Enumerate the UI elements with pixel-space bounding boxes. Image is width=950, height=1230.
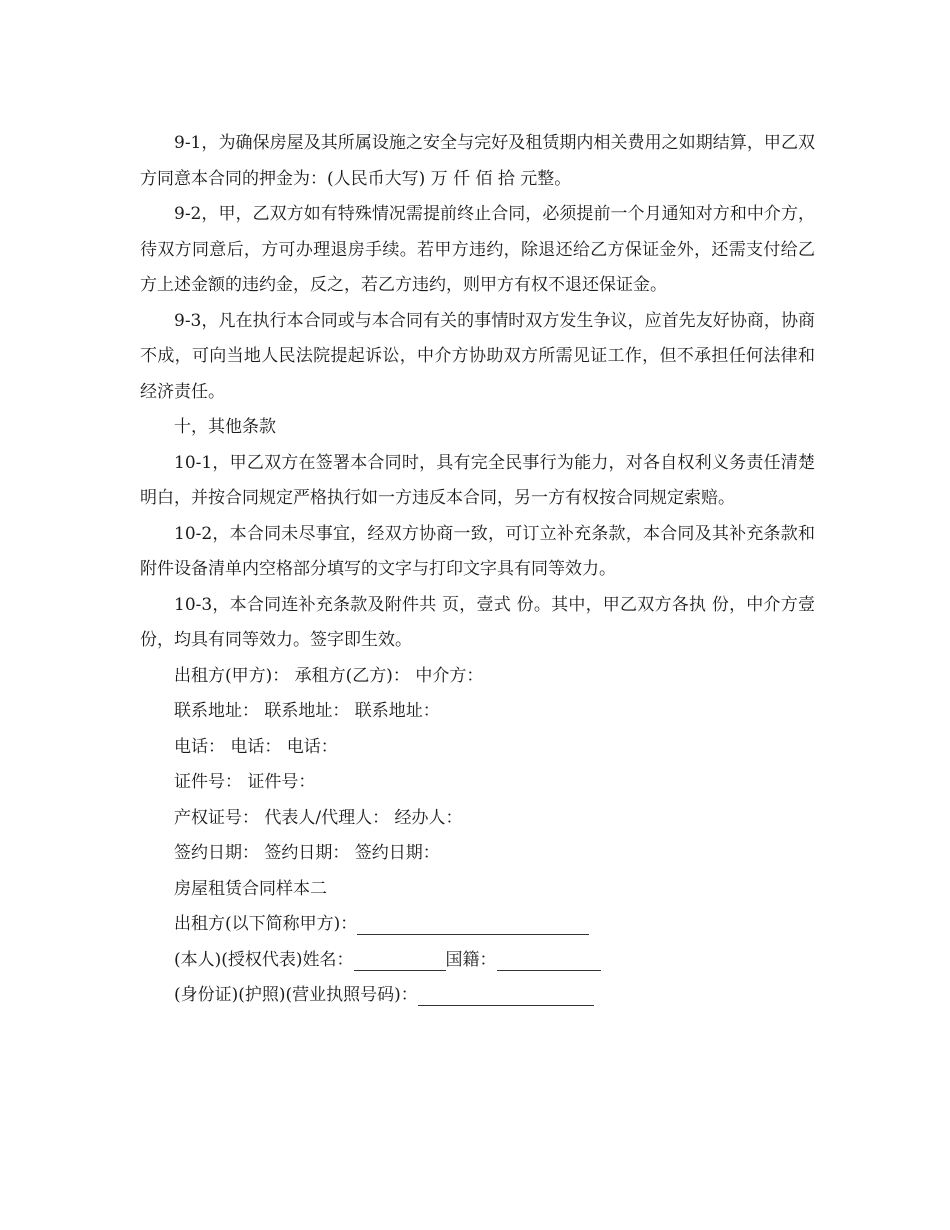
signature-parties: 出租方(甲方)： 承租方(乙方)： 中介方： [174, 665, 484, 686]
clause-9-1: 9-1，为确保房屋及其所属设施之安全与完好及租赁期内相关费用之如期结算，甲乙双方同意本合同的押金为：(人民币大写) 万 仟 佰 拾 元整。 [140, 133, 815, 189]
nationality-label: 国籍： [445, 949, 497, 970]
signature-address: 联系地址： 联系地址： 联系地址： [174, 701, 440, 721]
lessor-blank [357, 912, 589, 935]
name-label: (本人)(授权代表)姓名： [174, 949, 354, 970]
clause-10-2: 10-2，本合同未尽事宜，经双方协商一致，可订立补充条款，本合同及其补充条款和附件设备清单内空格部分填写的文字与打印文字具有同等效力。 [140, 523, 815, 579]
signature-id-number: 证件号： 证件号： [174, 772, 316, 792]
clause-9-3: 9-3，凡在执行本合同或与本合同有关的事情时双方发生争议，应首先友好协商，协商不成，可向当地人民法院提起诉讼，中介方协助双方所需见证工作，但不承担任何法律和经济责任。 [140, 310, 815, 402]
id-line [140, 978, 815, 1014]
id-label: (身份证)(护照)(营业执照号码)： [174, 985, 418, 1005]
signature-property-cert: 产权证号： 代表人/代理人： 经办人： [174, 807, 463, 828]
contract-body [140, 126, 815, 1014]
clause-10-3: 10-3，本合同连补充条款及附件共 页，壹式 份。其中，甲乙双方各执 份，中介方壹份，均具有同等效力。签字即生效。 [140, 594, 815, 650]
nationality-blank [497, 948, 601, 971]
name-nationality-line [140, 943, 815, 979]
signature-date: 签约日期： 签约日期： 签约日期： [174, 843, 440, 863]
clause-9-2: 9-2，甲，乙双方如有特殊情况需提前终止合同，必须提前一个月通知对方和中介方，待双方同意后，方可办理退房手续。若甲方违约，除退还给乙方保证金外，还需支付给乙方上述金额的违约金，反之，若乙方违约，则甲方有权不退还保证金。 [140, 204, 815, 295]
lessor-line [140, 907, 815, 943]
lessor-label: 出租方(以下简称甲方)： [174, 914, 358, 934]
clause-10-1: 10-1，甲乙双方在签署本合同时，具有完全民事行为能力，对各自权利义务责任清楚明白，并按合同规定严格执行如一方违反本合同，另一方有权按合同规定索赔。 [140, 452, 815, 508]
sample-2-title: 房屋租赁合同样本二 [174, 878, 327, 899]
name-blank [354, 948, 446, 971]
signature-phone: 电话： 电话： 电话： [174, 736, 338, 757]
id-blank [418, 983, 594, 1006]
section-10-title: 十，其他条款 [174, 417, 276, 437]
